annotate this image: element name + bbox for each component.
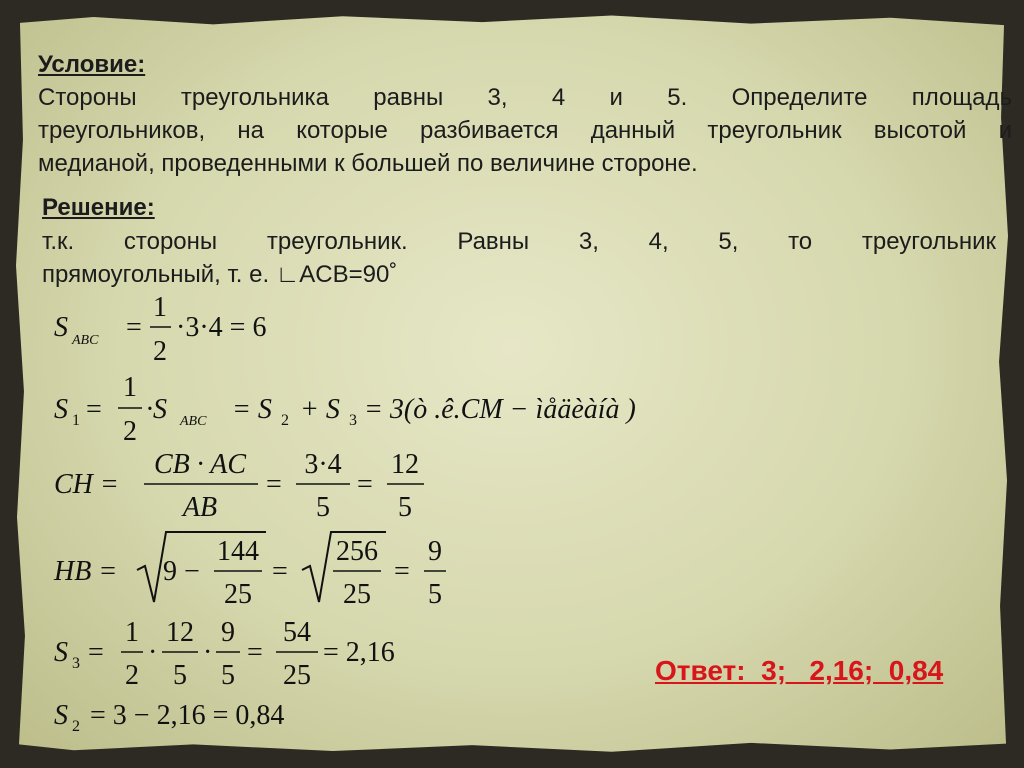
f2-den: 2 bbox=[123, 416, 137, 447]
f6-rest: = 3 − 2,16 = 0,84 bbox=[90, 700, 285, 731]
f4-n1: 144 bbox=[217, 536, 259, 567]
f4-inner: 9 − bbox=[163, 556, 200, 587]
f5-eq2: = bbox=[247, 637, 263, 668]
f5-result: = 2,16 bbox=[323, 637, 395, 668]
f3-d2: 5 bbox=[316, 492, 330, 523]
f5-bd: 5 bbox=[173, 660, 187, 691]
f5-sub: 3 bbox=[72, 655, 80, 672]
f1-eq: = bbox=[126, 312, 142, 343]
f2-mid: ·S bbox=[146, 394, 167, 425]
f5-dd: 25 bbox=[283, 660, 311, 691]
f4-n2: 256 bbox=[336, 536, 378, 567]
f2-num: 1 bbox=[123, 372, 137, 403]
formula-hb bbox=[53, 532, 446, 610]
f5-dn: 54 bbox=[283, 617, 311, 648]
f1-rest: ·3·4 = 6 bbox=[176, 312, 267, 343]
f5-cd: 5 bbox=[221, 660, 235, 691]
solution-heading: Решение: bbox=[42, 194, 155, 221]
f3-lhs: CH = bbox=[54, 469, 119, 500]
f3-d3: 5 bbox=[398, 492, 412, 523]
f4-d3: 5 bbox=[428, 579, 442, 610]
f5-s: S bbox=[54, 637, 68, 668]
f5-ad: 2 bbox=[125, 660, 139, 691]
f1-den: 2 bbox=[153, 336, 167, 367]
f5-eq1: = bbox=[88, 637, 104, 668]
f3-n2: 3·4 bbox=[304, 449, 342, 480]
f2-mid-sub: ABC bbox=[180, 414, 207, 429]
condition-line-1: Стороны треугольника равны 3, 4 и 5. Определите площадь bbox=[38, 84, 1012, 111]
f2-s2-sub: 2 bbox=[281, 412, 289, 429]
solution-line-2: прямоугольный, т. е. ∟ACB=90˚ bbox=[42, 261, 398, 288]
solution-line-1: т.к. стороны треугольник. Равны 3, 4, 5, то треугольник bbox=[42, 228, 996, 255]
f5-dot2: · bbox=[203, 637, 213, 668]
f1-s: S bbox=[54, 312, 68, 343]
f2-s3-sub: 3 bbox=[349, 412, 357, 429]
f2-eq: = bbox=[86, 394, 102, 425]
f2-plus: + S bbox=[300, 394, 340, 425]
formula-ch bbox=[54, 449, 424, 523]
f3-n3: 12 bbox=[391, 449, 419, 480]
f3-eq1: = bbox=[266, 469, 282, 500]
f4-lhs: HB = bbox=[54, 556, 118, 587]
f4-eq2: = bbox=[394, 556, 410, 587]
formula-area-abc bbox=[54, 292, 266, 367]
f2-s: S bbox=[54, 394, 68, 425]
condition-heading: Условие: bbox=[38, 51, 146, 78]
formula-s3 bbox=[54, 617, 395, 691]
f2-tail: = 3(ò .ê.CM − ìåäèàíà ) bbox=[364, 394, 636, 425]
f2-sub: 1 bbox=[72, 412, 80, 429]
formula-s1 bbox=[54, 372, 636, 447]
answer-text: Ответ: 3; 2,16; 0,84 bbox=[655, 655, 944, 686]
f5-cn: 9 bbox=[221, 617, 235, 648]
f3-eq2: = bbox=[357, 469, 373, 500]
f1-num: 1 bbox=[153, 292, 167, 323]
f6-sub: 2 bbox=[72, 718, 80, 735]
f2-eq2: = S bbox=[232, 394, 272, 425]
f5-dot1: · bbox=[148, 637, 158, 668]
f4-d1: 25 bbox=[224, 579, 252, 610]
f4-d2: 25 bbox=[343, 579, 371, 610]
f3-n1: CB · AC bbox=[153, 449, 247, 480]
condition-line-2: треугольников, на которые разбивается данный треугольник высотой и bbox=[38, 117, 1012, 144]
f4-n3: 9 bbox=[428, 536, 442, 567]
f5-an: 1 bbox=[125, 617, 139, 648]
formula-s2 bbox=[54, 700, 284, 735]
f5-bn: 12 bbox=[166, 617, 194, 648]
condition-line-3: медианой, проведенными к большей по величине стороне. bbox=[38, 150, 698, 177]
f3-d1: AB bbox=[182, 492, 218, 523]
f1-sub: ABC bbox=[72, 333, 99, 348]
f4-eq1: = bbox=[272, 556, 288, 587]
f6-s: S bbox=[54, 700, 68, 731]
